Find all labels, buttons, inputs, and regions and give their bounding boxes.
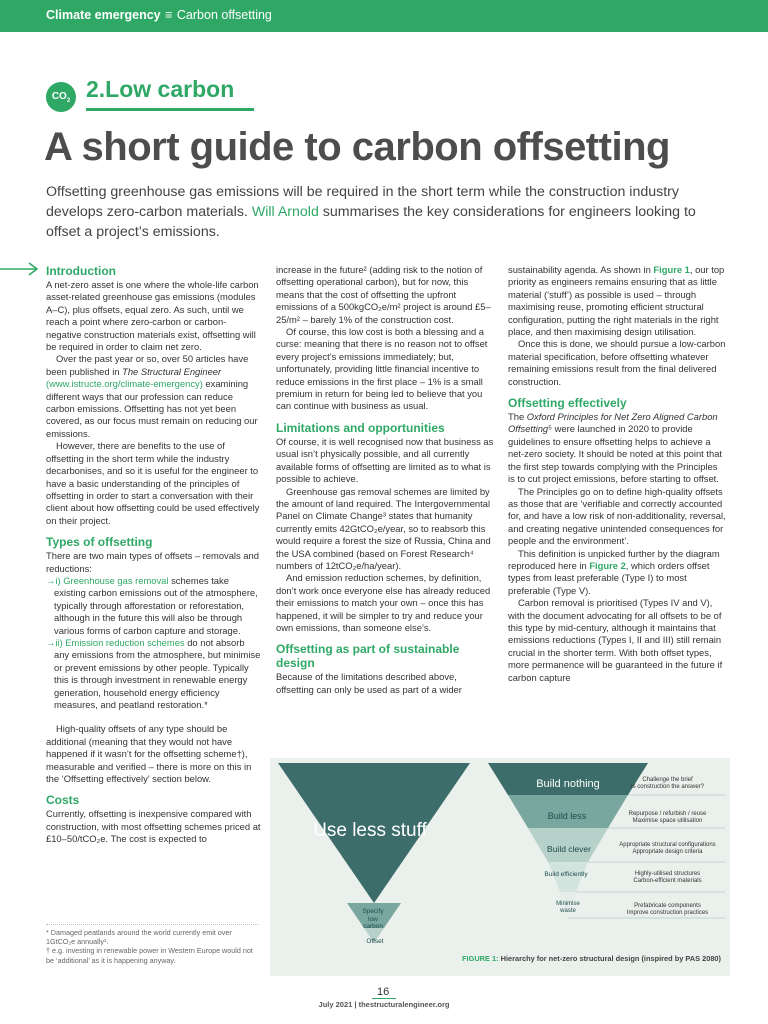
- footer-rule: [372, 998, 396, 999]
- page-number: 16: [377, 986, 390, 998]
- tier-note: Appropriate structural configurations Appropriate design criteria: [619, 842, 716, 855]
- paragraph: Once this is done, we should pursue a low-carbon material specification, before offsetting whatever remaining emissions result from the final delivered construction.: [508, 338, 726, 387]
- paragraph: This definition is unpicked further by the diagram reproduced here in Figure 2, which orders offset types from least preferable (Type I) to most preferable (Type V).: [508, 547, 720, 596]
- column-2: [276, 264, 494, 696]
- paragraph: Currently, offsetting is inexpensive compared with construction, with most offsetting schemes priced at £10–50/tCO₂e. The cost is expected to: [46, 808, 261, 845]
- list-item: →ii) Emission reduction schemes do not absorb any emissions from the atmosphere, but minimise or prevent emissions by other people. Typically this is through investment in renewable energy generation, household energy efficiency measures, and peatland restoration.*: [46, 636, 261, 710]
- column-3: [508, 264, 726, 684]
- heading-costs: Costs: [46, 793, 80, 808]
- arrow-bullet-icon: →: [46, 574, 56, 586]
- column-1: [46, 264, 261, 846]
- tier-note: Prefabricate components Improve construction practices: [626, 903, 709, 916]
- specify-low-carbon-label: Specify low carbon: [362, 908, 384, 930]
- co2-badge-icon: $CO_2$: [46, 82, 76, 112]
- paragraph: There are two main types of offsets – removals and reductions:: [46, 550, 259, 574]
- footnotes: [46, 924, 258, 965]
- paragraph: Over the past year or so, over 50 articles have been published in The Structural Engineer (www.istructe.org/climate-emergency) examining different ways that our profession can reduce carbon emissions. Offsetting has not yet been covered, as our focus must remain on reducing our emissions.: [46, 353, 258, 439]
- figure-caption: FIGURE 1: Hierarchy for net-zero structural design (inspired by PAS 2080): [462, 954, 722, 963]
- list-item: →i) Greenhouse gas removal schemes take existing carbon emissions out of the atmosphere, typically through afforestation or reforestation, although in the future this will also be through various forms of carbon capture and storage.: [46, 574, 258, 636]
- tier-note: Challenge the brief Is construction the answer?: [630, 777, 705, 790]
- arrow-right-icon: [0, 262, 40, 276]
- paragraph: And emission reduction schemes, by definition, don’t work once everyone else has already reduced their emissions to match your own – once this has happened, it will be simpler to try and reduce your own emissions, than someone else’s.: [276, 572, 491, 633]
- section-rule: [86, 108, 254, 111]
- standfirst: Offsetting greenhouse gas emissions will be required in the short term while the construction industry develops zero-carbon materials. Will Arnold summarises the key considerations for engineers looking to offset a project’s emissions.: [46, 184, 696, 240]
- paragraph: increase in the future² (adding risk to the notion of offsetting operational carbon), but for now, this means that the cost of offsetting the upfront emissions of a 500kgCO₂e/m² project is around £5–25/m² – barely 1% of the construction cost.: [276, 264, 491, 325]
- footnote: † e.g. investing in renewable power in Western Europe would not be ‘additional’ as it is happening anyway.: [46, 946, 253, 965]
- tier-label: Build less: [547, 811, 587, 821]
- paragraph: High-quality offsets of any type should be additional (meaning that they would not have happened if it wasn’t for the offsetting scheme†), measurable and verified – there is more on this in the ‘Offsetting effectively’ section below.: [46, 723, 252, 785]
- paragraph: The Principles go on to define high-quality offsets as those that are ‘verifiable and correctly accounted for, and have a low risk of non-additionality, reversal, and creating negative unintended consequences for people and the environment’.: [508, 485, 726, 547]
- heading-limitations: Limitations and opportunities: [276, 420, 445, 435]
- tier-label: Build clever: [547, 844, 591, 854]
- author-name: Will Arnold: [251, 204, 319, 220]
- use-less-stuff-label: Use less stuff: [313, 820, 427, 841]
- header-bar: [0, 0, 768, 32]
- heading-introduction: Introduction: [46, 264, 116, 278]
- tier-label: Build nothing: [536, 778, 600, 790]
- paragraph: Greenhouse gas removal schemes are limited by the amount of land required. The Intergovernmental Panel on Climate Change³ states that humanity currently emits 42GtCO₂e/year, so to reabsorb this would require a forest the size of Russia, China and the USA combined (based on Forest Research⁴ numbers of 12tCO₂e/ha/year).: [276, 485, 491, 571]
- paragraph: Carbon removal is prioritised (Types IV and V), with the document advocating for all offsets to be of this type by mid-century, although it maintains that emissions reductions (Types I, II and III) still remain crucial in the shorter term. With both offset types, more permanence will be guaranteed in the future if carbon capture: [508, 597, 723, 683]
- paragraph: The Oxford Principles for Net Zero Aligned Carbon Offsetting⁵ were launched in 2020 to provide guidelines to ensure offsetting helps to achieve a net-zero society. It should be noted at this point that the first step towards complying with the Principles is to cut project emissions, before starting to offset.: [508, 411, 723, 485]
- figure-1-ref[interactable]: Figure 1: [653, 264, 690, 275]
- link-climate-emergency[interactable]: (www.istructe.org/climate-emergency): [46, 378, 203, 390]
- heading-offsetting-effectively: Offsetting effectively: [508, 396, 627, 411]
- paragraph: Because of the limitations described above, offsetting can only be used as part of a wider: [276, 671, 462, 695]
- article-title: A short guide to carbon offsetting: [44, 125, 670, 169]
- figure-2-ref[interactable]: Figure 2: [589, 559, 626, 571]
- heading-sustainable-design: Offsetting as part of sustainable design: [276, 642, 460, 671]
- paragraph: However, there are benefits to the use of offsetting in the short term while the industry decarbonises, and so it is useful for the engineer to have a basic understanding of the principles of offsetting in order to start a conversation with their client about how offsetting could be used effectively on their project.: [46, 440, 260, 526]
- journal-name: The Structural Engineer: [122, 365, 222, 377]
- figure-1: [270, 758, 730, 976]
- topic-name: Carbon offsetting: [176, 8, 272, 22]
- tier-label: Minimise waste: [556, 901, 580, 914]
- arrow-bullet-icon: →: [46, 636, 56, 648]
- section-name: Climate emergency: [46, 8, 161, 22]
- breadcrumb-separator: ≡: [165, 8, 173, 22]
- tier-note: Highly-utilised structures Carbon-efficient materials: [633, 871, 702, 884]
- section-label: 2.Low carbon: [86, 76, 235, 102]
- paragraph: A net-zero asset is one where the whole-life carbon asset-related greenhouse gas emissions (modules A–C), plus offsets, equal zero. As such, until we reach a point where zero-carbon or carbon-negative construction materials exist, offsetting will be required in order to claim net zero.: [46, 279, 259, 353]
- publication-title: Oxford Principles for Net Zero Aligned Carbon Offsetting: [508, 411, 718, 435]
- heading-types: Types of offsetting: [46, 535, 153, 550]
- footnote: * Damaged peatlands around the world currently emit over 1GtCO₂e annually¹.: [46, 928, 232, 947]
- issue-footer: July 2021 | thestructuralengineer.org: [318, 1000, 450, 1009]
- paragraph: sustainability agenda. As shown in Figure 1, our top priority as engineers remains ensuring that as little material (‘stuff’) as possible is used – through maximising reuse, promoting efficient structural configuration, putting the right materials in the right place, and then maximising design utilisation.: [508, 264, 725, 338]
- paragraph: Of course, this low cost is both a blessing and a curse: meaning that there is no reason not to offset every project’s emissions immediately; but, unfortunately, providing little financial incentive to reduce emissions in the first place – 1% is a small premium in return for being led to believe that you can continue with business as usual.: [276, 326, 488, 412]
- offset-label: Offset: [366, 938, 384, 945]
- breadcrumb: [46, 8, 272, 22]
- tier-note: Repurpose / refurbish / reuse Maximise space utilisation: [628, 811, 707, 824]
- tier-label: Build efficiently: [544, 871, 588, 878]
- paragraph: Of course, it is well recognised now that business as usual isn’t physically possible, and all currently available forms of offsetting are limited as to what is possible to achieve.: [276, 435, 494, 485]
